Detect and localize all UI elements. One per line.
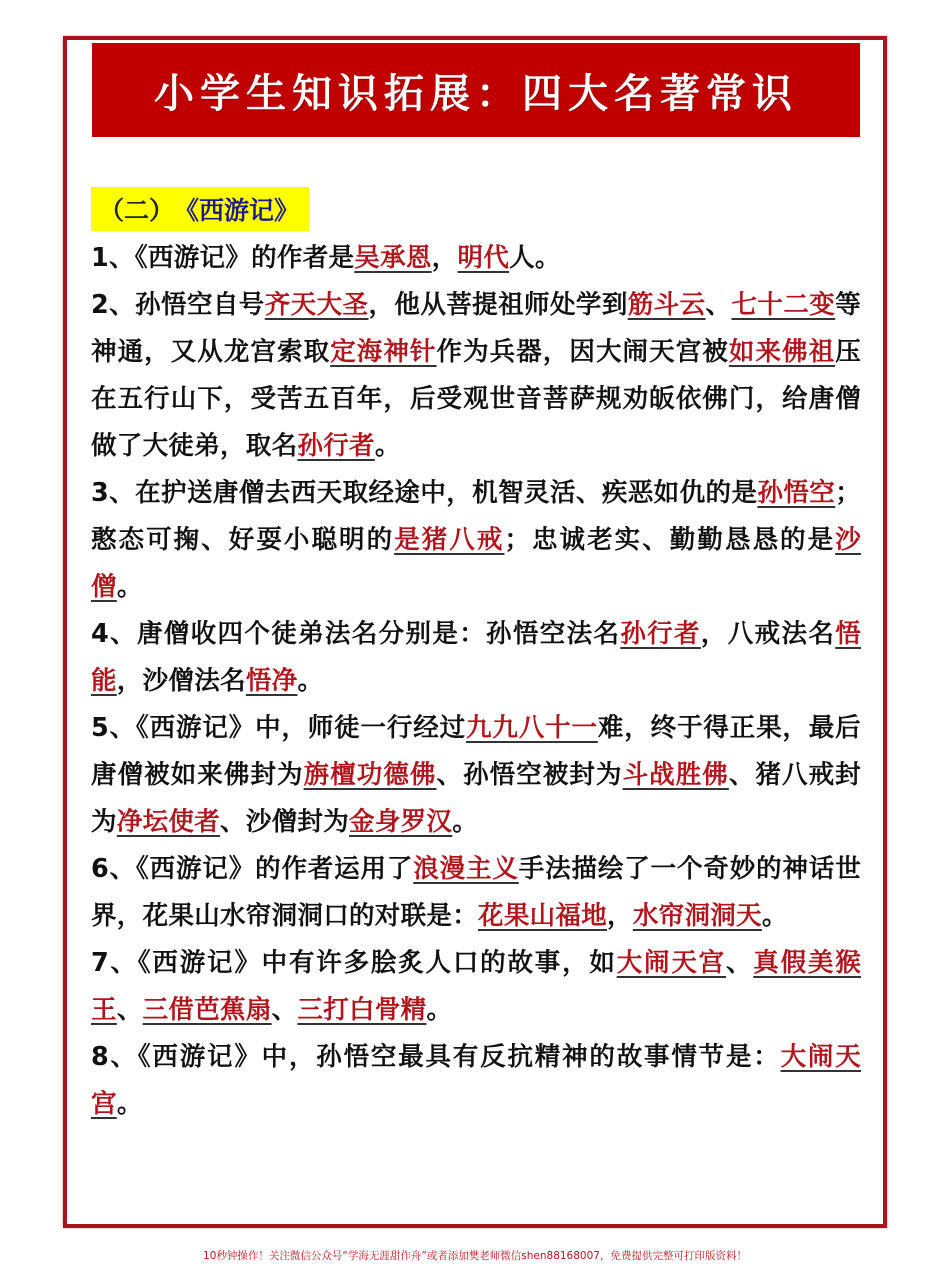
section-tag — [91, 187, 309, 231]
list-item — [91, 846, 861, 940]
item-text: 、沙僧封为 — [220, 807, 350, 837]
item-text: 8、《西游记》中，孙悟空最具有反抗精神的故事情节是： — [91, 1042, 781, 1072]
list-item — [91, 705, 861, 846]
list-item — [91, 611, 861, 705]
item-text: 。 — [426, 995, 453, 1025]
item-text: ；憨态可掬、好耍小聪明的 — [91, 478, 862, 555]
item-text: 手法描绘了一个奇妙的神话世界，花果山水帘洞洞口的对联是： — [91, 854, 862, 931]
item-text: ，八戒法名 — [700, 619, 836, 649]
highlighted-answer: 孙悟空 — [757, 478, 836, 508]
highlighted-answer: 明代 — [457, 243, 510, 273]
item-text: 5、《西游记》中，师徒一行经过 — [91, 713, 467, 743]
list-item — [91, 235, 861, 282]
highlighted-answer: 水帘洞洞天 — [632, 901, 762, 931]
item-text: ；忠诚老实、勤勤恳恳的是 — [504, 525, 836, 555]
item-text: ， — [607, 901, 633, 931]
highlighted-answer: 旃檀功德佛 — [303, 760, 437, 790]
highlighted-answer: 齐天大圣 — [264, 290, 369, 320]
highlighted-answer: 吴承恩 — [354, 243, 432, 273]
item-text: 。 — [452, 807, 479, 837]
highlighted-answer: 如来佛祖 — [728, 337, 836, 367]
item-text: 等神通，又从龙宫索取 — [91, 290, 862, 367]
item-text: ，沙僧法名 — [116, 666, 246, 696]
item-text: 压在五行山下，受苦五百年，后受观世音菩萨规劝皈依佛门，给唐僧做了大徒弟，取名 — [91, 337, 861, 461]
highlighted-answer: 七十二变 — [731, 290, 836, 320]
item-text: 人。 — [509, 243, 561, 273]
highlighted-answer: 浪漫主义 — [413, 854, 519, 884]
item-text: 6、《西游记》的作者运用了 — [91, 854, 414, 884]
item-text: ， — [431, 243, 458, 273]
list-item — [91, 940, 861, 1034]
item-text: 2、孙悟空自号 — [91, 290, 265, 320]
section-book-title: 《西游记》 — [174, 196, 300, 225]
page-title: 小学生知识拓展：四大名著常识 — [154, 69, 798, 117]
item-text: 7、《西游记》中有许多脍炙人口的故事，如 — [91, 948, 617, 978]
section-number: （二） — [99, 196, 175, 225]
item-text: 。 — [116, 1089, 143, 1119]
item-text: 。 — [374, 431, 401, 461]
knowledge-list — [91, 235, 861, 1128]
item-text: 难，终于得正果，最后唐僧被如来佛封为 — [91, 713, 861, 790]
item-text: 、 — [705, 290, 732, 320]
title-banner — [92, 43, 860, 137]
highlighted-answer: 孙行者 — [620, 619, 701, 649]
item-text: 。 — [761, 901, 788, 931]
highlighted-answer: 是猪八戒 — [394, 525, 505, 555]
highlighted-answer: 孙行者 — [297, 431, 375, 461]
item-text: 、猪八戒封为 — [91, 760, 861, 837]
item-text: ，他从菩提祖师处学到 — [368, 290, 628, 320]
item-text: 1、《西游记》的作者是 — [91, 243, 355, 273]
item-text: 、孙悟空被封为 — [436, 760, 623, 790]
list-item — [91, 470, 861, 611]
highlighted-answer: 沙僧 — [91, 525, 861, 602]
highlighted-answer: 悟净 — [245, 666, 298, 696]
item-text: 。 — [297, 666, 324, 696]
list-item — [91, 1034, 861, 1128]
item-text: 3、在护送唐僧去西天取经途中，机智灵活、疾恶如仇的是 — [91, 478, 758, 508]
highlighted-answer: 九九八十一 — [466, 713, 598, 743]
highlighted-answer: 三借芭蕉扇 — [142, 995, 272, 1025]
item-text: 4、唐僧收四个徒弟法名分别是：孙悟空法名 — [91, 619, 621, 649]
highlighted-answer: 三打白骨精 — [297, 995, 427, 1025]
item-text: 、 — [116, 995, 143, 1025]
list-item — [91, 282, 861, 470]
highlighted-answer: 悟能 — [91, 619, 861, 696]
highlighted-answer: 定海神针 — [330, 337, 437, 367]
highlighted-answer: 筋斗云 — [627, 290, 706, 320]
item-text: 、 — [725, 948, 754, 978]
highlighted-answer: 净坛使者 — [116, 807, 221, 837]
highlighted-answer: 大闹天宫 — [616, 948, 726, 978]
highlighted-answer: 真假美猴王 — [91, 948, 861, 1025]
item-text: 。 — [116, 572, 143, 602]
highlighted-answer: 大闹天宫 — [91, 1042, 861, 1119]
footer-promo-text: 10秒钟操作！关注微信公众号“学海无涯甜作舟”或者添加樊老师微信shen88168007，免费提供完整可打印版资料！ — [203, 1250, 747, 1262]
highlighted-answer: 斗战胜佛 — [622, 760, 729, 790]
highlighted-answer: 花果山福地 — [478, 901, 608, 931]
item-text: 作为兵器，因大闹天宫被 — [436, 337, 729, 367]
item-text: 、 — [271, 995, 298, 1025]
highlighted-answer: 金身罗汉 — [349, 807, 453, 837]
